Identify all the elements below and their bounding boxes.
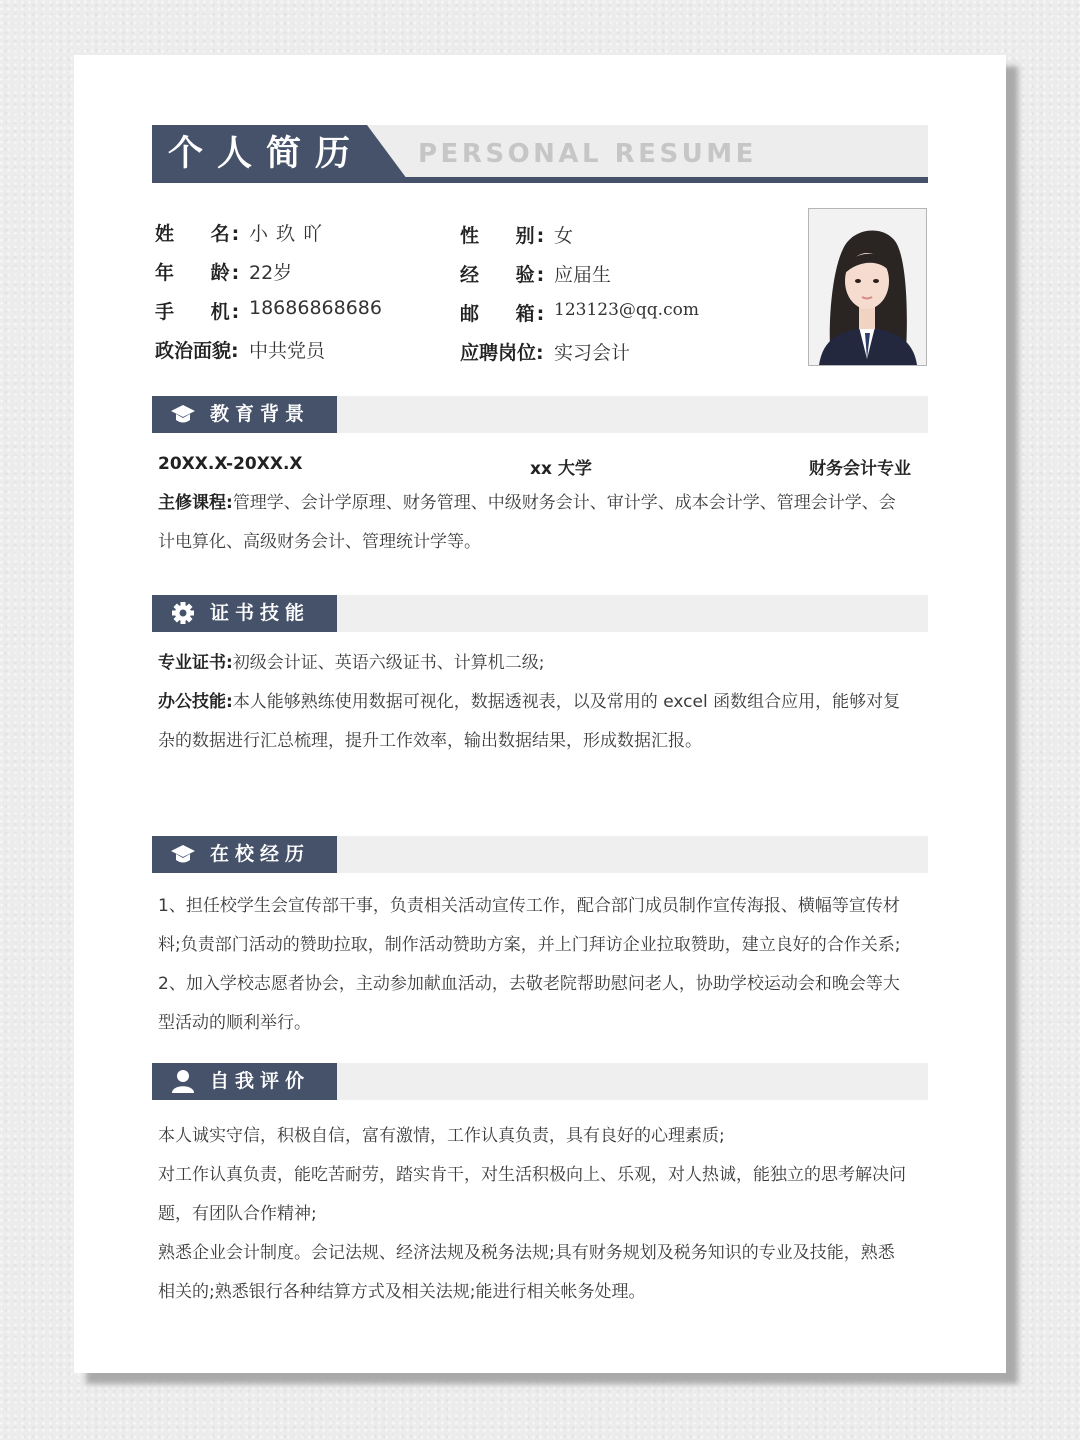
cert-label: 专业证书: — [158, 653, 233, 673]
self-line: 相关的;熟悉银行各种结算方式及相关法规;能进行相关帐务处理。 — [158, 1282, 646, 1302]
age-label: 年 龄: — [155, 262, 242, 284]
courses-line — [158, 484, 896, 523]
courses-text: 管理学、会计学原理、财务管理、中级财务会计、审计学、成本会计学、管理会计学、会 — [232, 493, 896, 513]
portrait-image — [809, 209, 926, 365]
graduation-cap-icon — [170, 401, 196, 427]
section-title: 教育背景 — [210, 403, 311, 425]
section-header — [152, 1063, 337, 1100]
age-value: 22岁 — [249, 262, 293, 284]
campus-line: 2、加入学校志愿者协会，主动参加献血活动，去敬老院帮助慰问老人，协助学校运动会和晚会等大 — [158, 974, 900, 994]
page-title-english: PERSONAL RESUME — [418, 139, 757, 169]
courses-text-continued: 计电算化、高级财务会计、管理统计学等。 — [158, 532, 481, 552]
graduation-cap-icon — [170, 841, 196, 867]
politics-label: 政治面貌: — [155, 340, 239, 362]
cert-line — [158, 644, 545, 683]
section-title: 自我评价 — [210, 1070, 311, 1092]
gear-icon — [170, 600, 196, 626]
user-icon — [170, 1068, 196, 1094]
position-value: 实习会计 — [554, 342, 631, 364]
self-line: 熟悉企业会计制度。会记法规、经济法规及税务法规;具有财务规划及税务知识的专业及技能，熟悉 — [158, 1243, 895, 1263]
campus-line: 1、担任校学生会宣传部干事，负责相关活动宣传工作，配合部门成员制作宣传海报、横幅等宣传材 — [158, 896, 900, 916]
education-school: xx 大学 — [530, 459, 592, 479]
section-title: 证书技能 — [210, 602, 311, 624]
self-line: 对工作认真负责，能吃苦耐劳，踏实肯干，对生活积极向上、乐观，对人热诚，能独立的思考解决问 — [158, 1165, 906, 1185]
self-line: 本人诚实守信，积极自信，富有激情，工作认真负责，具有良好的心理素质; — [158, 1126, 725, 1146]
section-header — [152, 595, 337, 632]
courses-label: 主修课程: — [158, 493, 233, 513]
email-label: 邮 箱: — [460, 303, 547, 325]
page-title: 个人简历 — [168, 134, 365, 174]
resume-page — [74, 55, 1006, 1373]
name-label: 姓 名: — [155, 223, 242, 245]
office-line — [158, 683, 900, 722]
email-value: 123123@qq.com — [554, 300, 699, 320]
experience-label: 经 验: — [460, 264, 547, 286]
self-line: 题，有团队合作精神; — [158, 1204, 317, 1224]
office-text: 本人能够熟练使用数据可视化，数据透视表，以及常用的 excel 函数组合应用，能够对复 — [232, 692, 901, 712]
gender-value: 女 — [554, 225, 574, 247]
name-value: 小玖吖 — [249, 223, 331, 245]
section-title: 在校经历 — [210, 843, 311, 865]
profile-photo — [808, 208, 927, 366]
phone-value: 18686868686 — [249, 297, 382, 319]
office-label: 办公技能: — [158, 692, 233, 712]
politics-value: 中共党员 — [249, 340, 326, 362]
phone-label: 手 机: — [155, 301, 242, 323]
campus-line: 型活动的顺利举行。 — [158, 1013, 311, 1033]
position-label: 应聘岗位: — [460, 342, 544, 364]
gender-label: 性 别: — [460, 225, 547, 247]
experience-value: 应届生 — [554, 264, 612, 286]
section-header — [152, 396, 337, 433]
office-text-continued: 杂的数据进行汇总梳理，提升工作效率，输出数据结果，形成数据汇报。 — [158, 731, 702, 751]
section-header — [152, 836, 337, 873]
cert-text: 初级会计证、英语六级证书、计算机二级; — [232, 653, 545, 673]
education-major: 财务会计专业 — [809, 459, 911, 479]
campus-line: 料;负责部门活动的赞助拉取，制作活动赞助方案，并上门拜访企业拉取赞助，建立良好的合作关系; — [158, 935, 901, 955]
education-period: 20XX.X-20XX.X — [158, 454, 303, 474]
